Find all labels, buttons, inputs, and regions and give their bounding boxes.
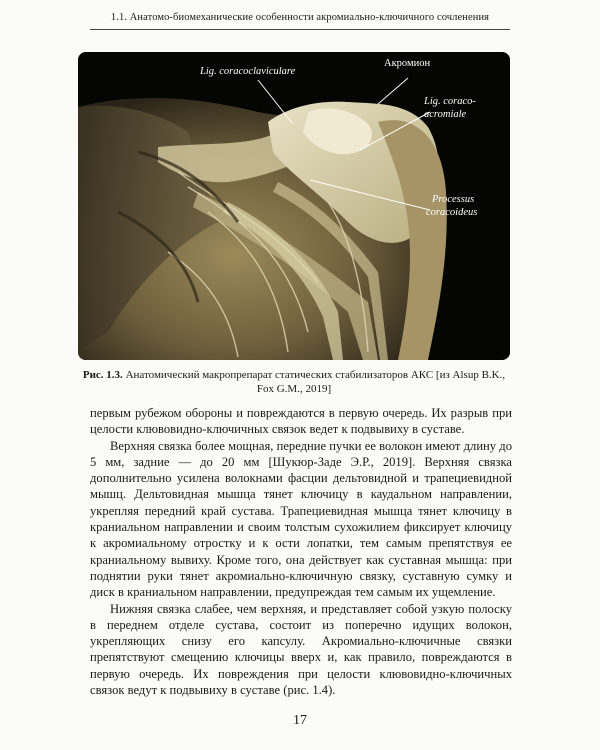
caption-line-1 — [78, 368, 510, 382]
anatomical-photo — [78, 52, 510, 360]
caption-text: Анатомический макропрепарат статических стабилизаторов АКС [из Alsup B.K., — [125, 369, 506, 381]
label-acromion: Акромион — [384, 58, 431, 69]
caption-prefix: Рис. 1.3. — [82, 369, 123, 381]
body-text — [90, 405, 512, 698]
figure-caption — [78, 368, 510, 396]
header-rule — [90, 29, 510, 30]
paragraph-1: первым рубежом обороны и повреждаются в первую очередь. Их разрыв при целости клювовидно-ключичных связок ведет к подвывиху в суставе. — [90, 406, 512, 437]
page-number: 17 — [293, 713, 307, 728]
paragraph-3: Нижняя связка слабее, чем верхняя, и представляет собой узкую полоску в переднем отделе сустава, состоит из поперечно идущих волокон, укрепляющих снизу его капсулу. Акромиально-ключичные связки препятствуют смещению ключицы вверх и, как правило, повреждаются в первую очередь. Их повреждения при целости клювовидно-ключичных связок ведут к подвывиху в суставе (рис. 1.4). — [90, 601, 512, 698]
running-header: 1.1. Анатомо-биомеханические особенности акромиально-ключичного сочленения — [110, 12, 490, 23]
label-lig-coracoacromiale-line2: acromiale — [424, 109, 467, 120]
label-lig-coracoclaviculare: Lig. coracoclaviculare — [200, 66, 296, 77]
label-processus-line2: coracoideus — [426, 207, 478, 218]
caption-line-2: Fox G.M., 2019] — [256, 383, 332, 395]
label-lig-coracoacromiale-line1: Lig. coraco- — [424, 96, 476, 107]
paragraph-2: Верхняя связка более мощная, передние пучки ее волокон имеют длину до 5 мм, задние — до 20 мм [Шукюр-Заде Э.Р., 2019]. Верхняя связка дополнительно усилена волокнами фасции дельтовидной и трапециевидной мышц. Дельтовидная мышца тянет ключицу в каудальном направлении, укрепляя передний край сустава. Трапециевидная мышца тянет ключицу в краниальном направлении и своим толстым сухожилием фиксирует ключицу к акромиальному отростку и к ости лопатки, тем самым препятствуя ее краниальному вывиху. Кроме того, она действует как суставная мышца: при поднятии руки тянет акромиально-ключичную связку, суставную сумку и диск в краниальном направлении, предупреждая тем самым их ущемление. — [90, 438, 512, 600]
label-processus-line1: Processus — [432, 194, 475, 205]
